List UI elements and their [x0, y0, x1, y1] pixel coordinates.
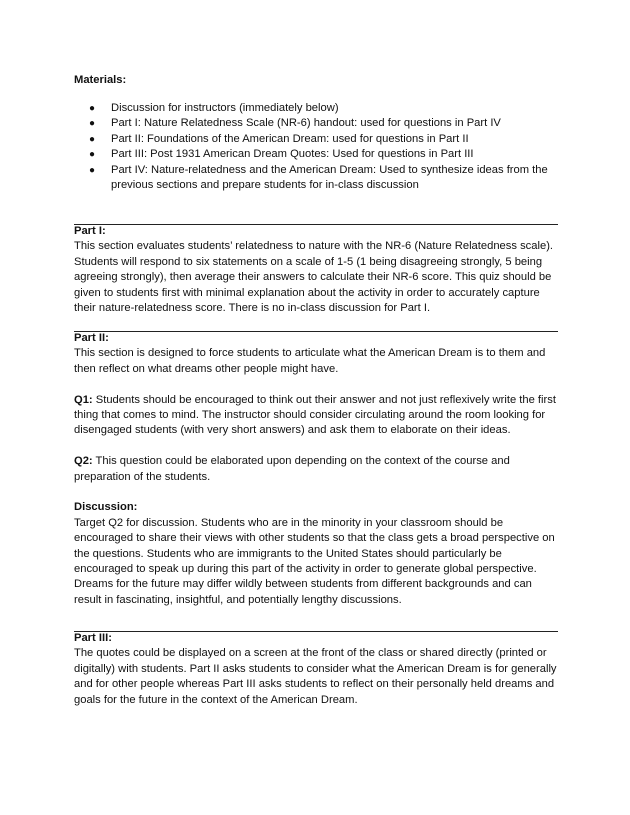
part2-section	[74, 331, 558, 608]
part1-section	[74, 224, 558, 316]
materials-list	[74, 101, 558, 193]
bullet-icon: ●	[89, 103, 96, 114]
q1-paragraph	[74, 393, 558, 439]
part2-heading: Part II:	[74, 332, 109, 344]
discussion-heading: Discussion:	[74, 501, 138, 514]
list-item: ● Part III: Post 1931 American Dream Quotes: Used for questions in Part III	[74, 147, 558, 162]
q2-text: This question could be elaborated upon depending on the context of the course and preparation of the students.	[74, 455, 510, 483]
part3-body: The quotes could be displayed on a screen at the front of the class or shared directly (printed or digitally) with students. Part II asks students to consider what the American Dream is for generally and for other people whereas Part III asks students to reflect on their personally held dreams and goals for the future in the context of the American Dream.	[74, 647, 557, 706]
q1-text: Students should be encouraged to think out their answer and not just reflexively write the first thing that comes to mind. The instructor should consider circulating around the room looking for disengaged students (with very short answers) and ask them to elaborate on their ideas.	[74, 393, 556, 437]
part1-body: This section evaluates students’ relatedness to nature with the NR-6 (Nature Relatedness scale). Students will respond to six statements on a scale of 1-5 (1 being disagreeing strongly, 5 being agreeing strongly), then average their answers to calculate their NR-6 score. This quiz should be given to students first with minimal explanation about the activity in order to accurately capture their nature-relatedness score. There is no in-class discussion for Part I.	[74, 240, 554, 315]
bullet-icon: ●	[89, 149, 96, 161]
part3-section	[74, 631, 558, 708]
q2-paragraph	[74, 454, 558, 485]
bullet-icon: ●	[89, 164, 96, 176]
list-item: ● Part II: Foundations of the American Dream: used for questions in Part II	[74, 132, 558, 147]
discussion-body: Target Q2 for discussion. Students who are in the minority in your classroom should be encouraged to share their views with other students so that the class gets a broad perspective on the questions. Students who are immigrants to the United States should particularly be encouraged to speak up during this part of the activity in order to generate global perspective. Dreams for the future may differ wildly between students from different backgrounds and can result in fascinating, insightful, and potentially lengthy discussions.	[74, 516, 555, 606]
q1-label: Q1:	[74, 393, 93, 406]
list-item: ● Part IV: Nature-relatedness and the American Dream: Used to synthesize ideas from the previous sections and prepare students for in-class discussion	[89, 163, 548, 192]
materials-heading: Materials:	[74, 74, 127, 86]
list-item: ● Discussion for instructors (immediately below)	[74, 101, 558, 116]
part1-heading: Part I:	[74, 225, 106, 237]
part2-intro: This section is designed to force students to articulate what the American Dream is to them and then reflect on what dreams other people might have.	[74, 347, 546, 375]
list-item: ● Part I: Nature Relatedness Scale (NR-6) handout: used for questions in Part IV	[74, 116, 558, 131]
bullet-icon: ●	[89, 133, 96, 145]
bullet-icon: ●	[89, 118, 96, 130]
q2-label: Q2:	[74, 455, 93, 468]
part3-heading: Part III:	[74, 632, 112, 644]
